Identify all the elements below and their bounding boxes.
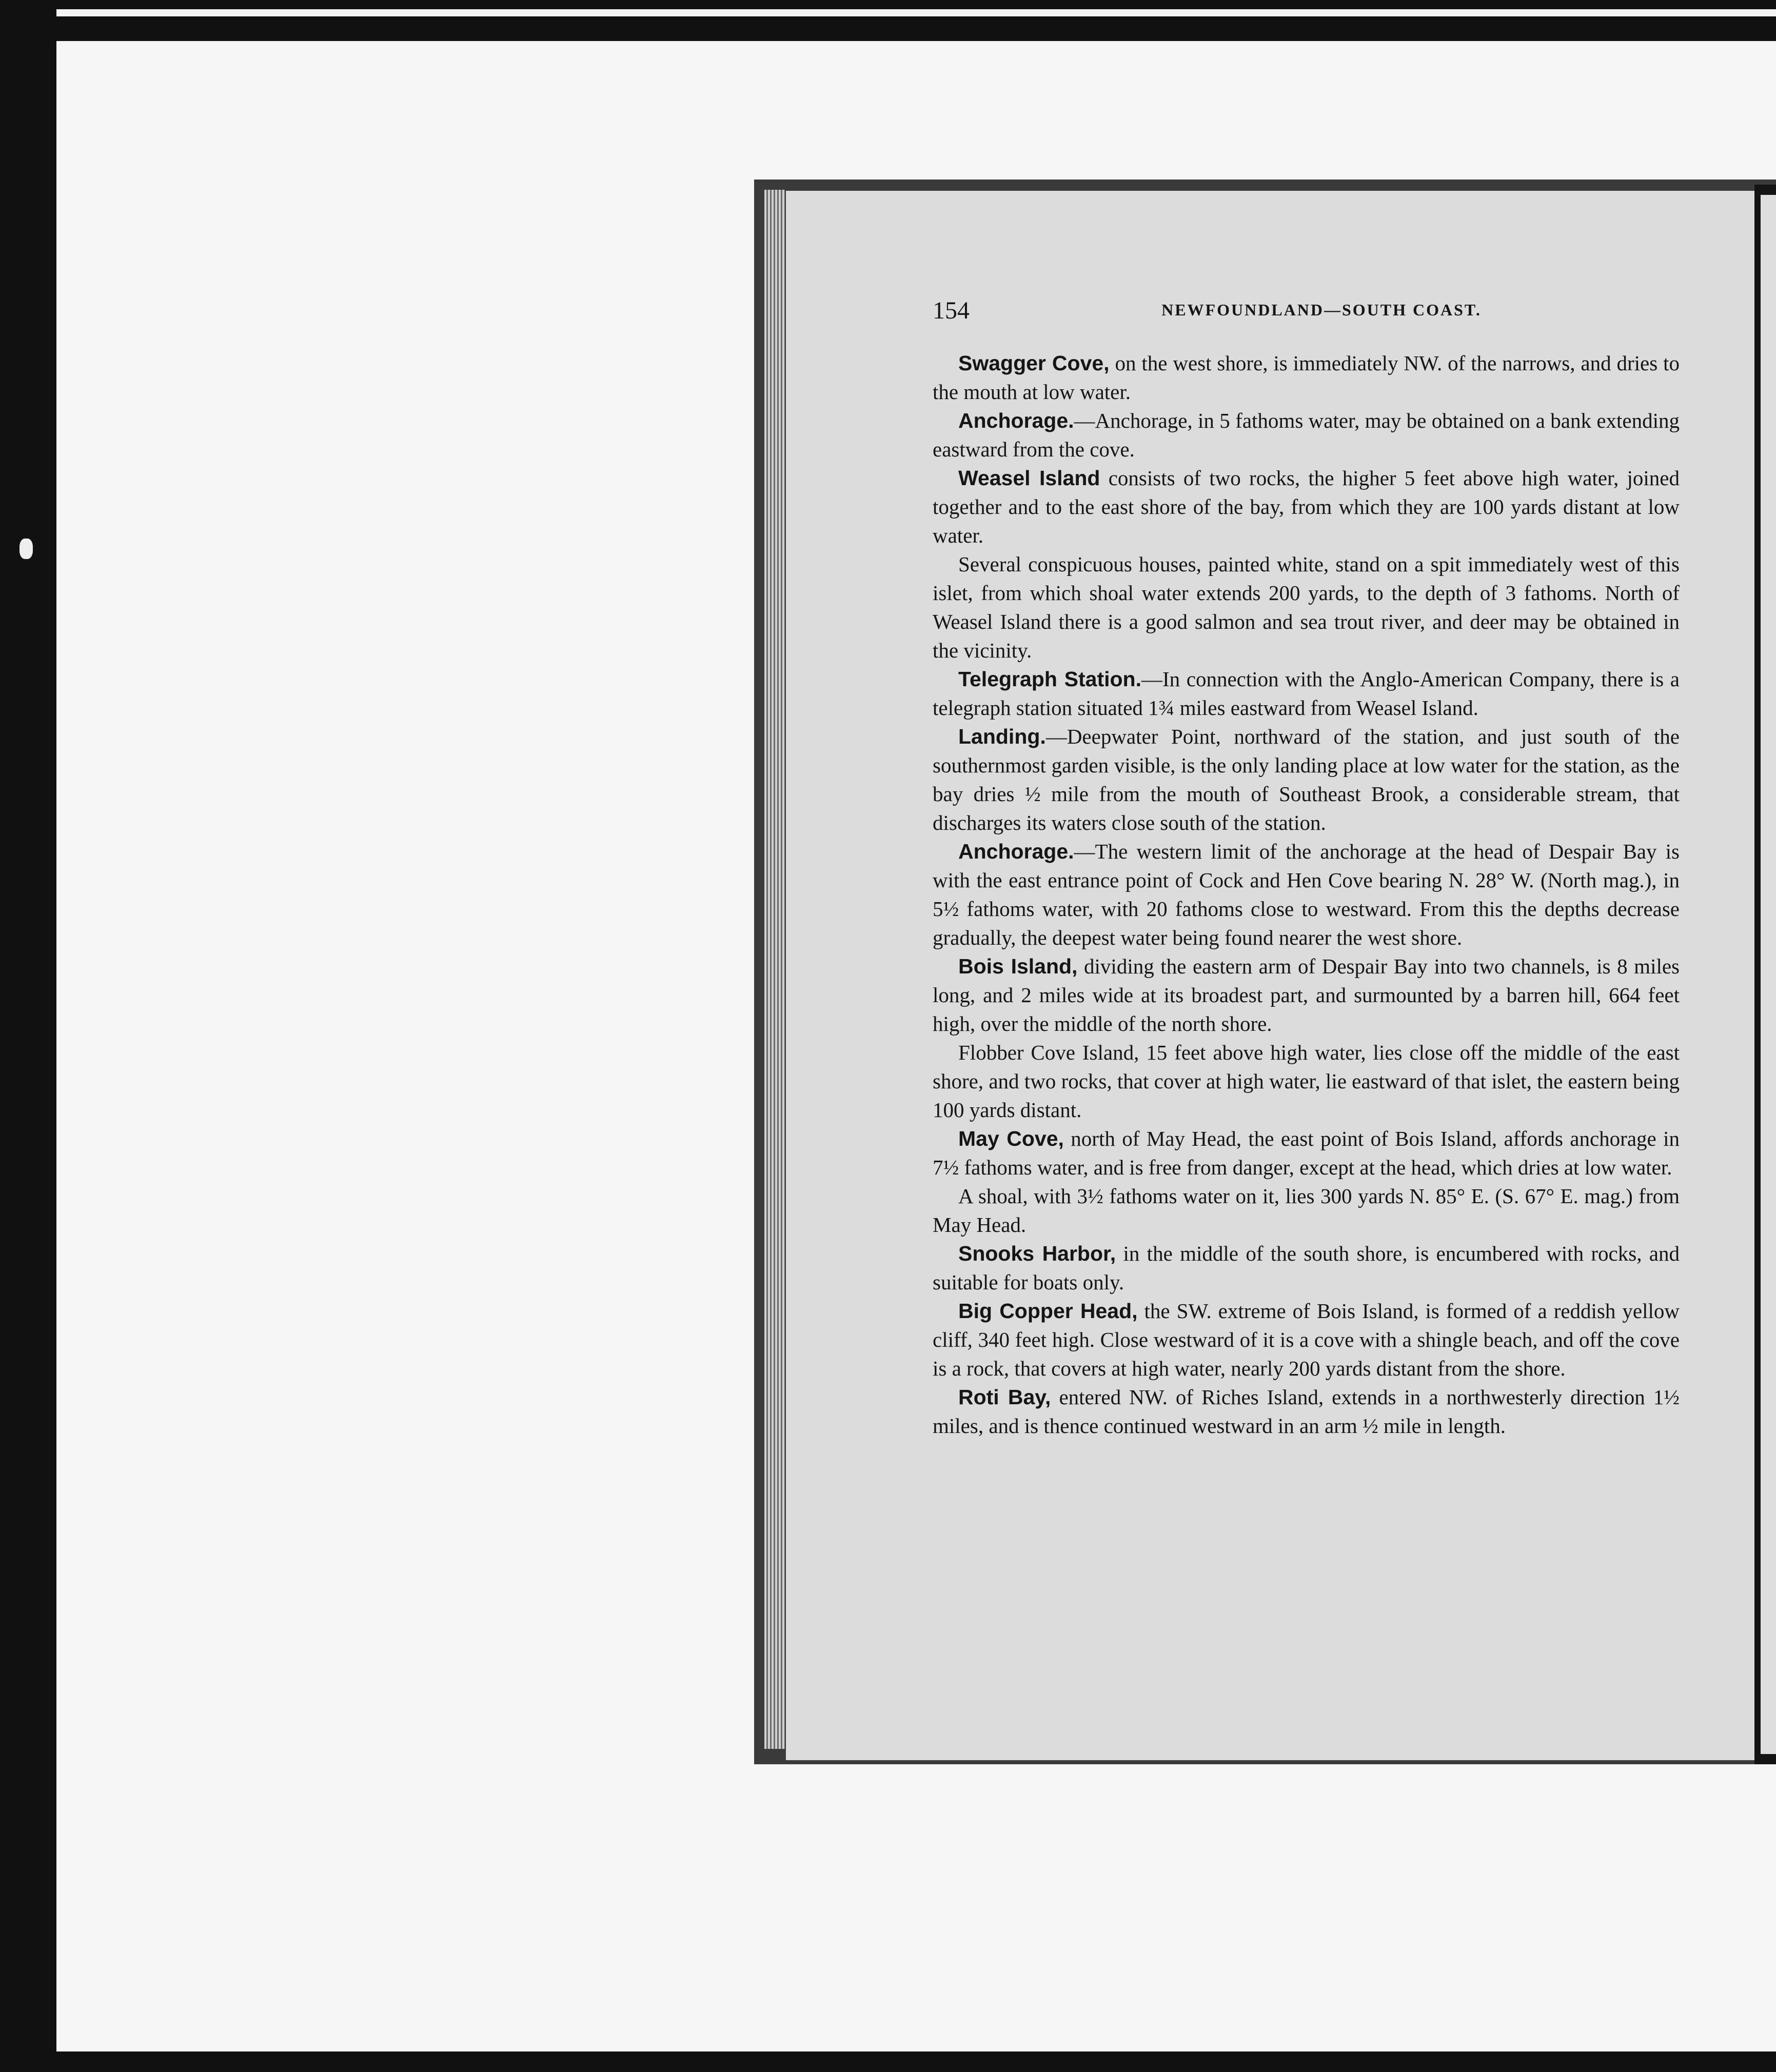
- facing-page-edge: [1761, 195, 1776, 1754]
- paragraph-text: —In connection with the Anglo-American Company, there is a telegraph station situated 1¾ miles eastward from Weasel Island.: [933, 667, 1680, 720]
- paragraph: [933, 1124, 1680, 1182]
- book-page-edges: [764, 190, 785, 1749]
- paragraph-heading: Snooks Harbor,: [958, 1242, 1116, 1265]
- paragraph: [933, 1297, 1680, 1383]
- paragraph-text: —The western limit of the anchorage at the head of Despair Bay is with the east entrance point of Cock and Hen Cove bearing N. 28° W. (North mag.), in 5½ fathoms water, with 20 fathoms close to westward. From this the depths decrease gradually, the deepest water being found nearer the west shore.: [933, 840, 1680, 949]
- film-top-border: [0, 0, 1776, 41]
- film-left-border: [0, 0, 56, 2072]
- paragraph: [933, 952, 1680, 1038]
- paragraph-text: A shoal, with 3½ fathoms water on it, lies 300 yards N. 85° E. (S. 67° E. mag.) from May Head.: [933, 1184, 1680, 1237]
- paragraph: [933, 837, 1680, 952]
- paragraph: [933, 349, 1680, 406]
- paragraph-text: north of May Head, the east point of Bois Island, affords anchorage in 7½ fathoms water, and is free from danger, except at the head, which dries at low water.: [933, 1127, 1680, 1179]
- paragraph: [933, 406, 1680, 464]
- paragraph: [933, 722, 1680, 837]
- paragraph: [933, 464, 1680, 550]
- paragraph: [933, 550, 1680, 665]
- paragraph-heading: Anchorage.: [958, 840, 1074, 863]
- film-mark: [19, 539, 33, 559]
- paragraph: [933, 1239, 1680, 1297]
- paragraph-text: dividing the eastern arm of Despair Bay into two channels, is 8 miles long, and 2 miles wide at its broadest part, and surmounted by a barren hill, 664 feet high, over the middle of the north shore.: [933, 954, 1680, 1035]
- page-header: [933, 296, 1680, 327]
- paragraph: [933, 665, 1680, 722]
- paragraph-text: Several conspicuous houses, painted white, stand on a spit immediately west of this islet, from which shoal water extends 200 yards, to the depth of 3 fathoms. North of Weasel Island there is a good salmon and sea trout river, and deer may be obtained in the vicinity.: [933, 552, 1680, 662]
- paragraph-heading: May Cove,: [958, 1127, 1064, 1150]
- paragraph-text: Flobber Cove Island, 15 feet above high water, lies close off the middle of the east shore, and two rocks, that cover at high water, lie eastward of that islet, the eastern being 100 yards distant.: [933, 1041, 1680, 1122]
- paragraph-text: entered NW. of Riches Island, extends in a northwesterly direction 1½ miles, and is thence continued westward in an arm ½ mile in length.: [933, 1385, 1680, 1438]
- paragraph: [933, 1038, 1680, 1124]
- page-number: 154: [933, 297, 970, 324]
- paragraph-heading: Weasel Island: [958, 466, 1100, 490]
- paragraph-heading: Telegraph Station.: [958, 667, 1141, 691]
- paragraph-heading: Roti Bay,: [958, 1385, 1051, 1409]
- paragraph-text: on the west shore, is immediately NW. of the narrows, and dries to the mouth at low water.: [933, 351, 1680, 404]
- paragraph-text: in the middle of the south shore, is encumbered with rocks, and suitable for boats only.: [933, 1242, 1680, 1294]
- film-bottom-border: [0, 2051, 1776, 2072]
- paragraph: [933, 1383, 1680, 1440]
- paragraph: [933, 1182, 1680, 1239]
- paragraph-heading: Bois Island,: [958, 954, 1078, 978]
- paragraph-heading: Swagger Cove,: [958, 351, 1110, 375]
- paragraph-heading: Big Copper Head,: [958, 1299, 1138, 1323]
- paragraph-heading: Anchorage.: [958, 409, 1074, 432]
- paragraph-text: —Deepwater Point, northward of the station, and just south of the southernmost garden visible, is the only landing place at low water for the station, as the bay dries ½ mile from the mouth of Southeast Brook, a considerable stream, that discharges its waters close south of the station.: [933, 725, 1680, 834]
- film-top-edge: [0, 9, 1776, 16]
- paragraph-heading: Landing.: [958, 725, 1046, 748]
- paragraph-text: —Anchorage, in 5 fathoms water, may be obtained on a bank extending eastward from the cove.: [933, 409, 1680, 461]
- paragraph-text: consists of two rocks, the higher 5 feet above high water, joined together and to the east shore of the bay, from which they are 100 yards distant at low water.: [933, 466, 1680, 547]
- paragraph-text: the SW. extreme of Bois Island, is formed of a reddish yellow cliff, 340 feet high. Close westward of it is a cove with a shingle beach, and off the cove is a rock, that covers at high water, nearly 200 yards distant from the shore.: [933, 1299, 1680, 1380]
- body-text: [933, 349, 1680, 1440]
- running-head: NEWFOUNDLAND—SOUTH COAST.: [1161, 301, 1482, 319]
